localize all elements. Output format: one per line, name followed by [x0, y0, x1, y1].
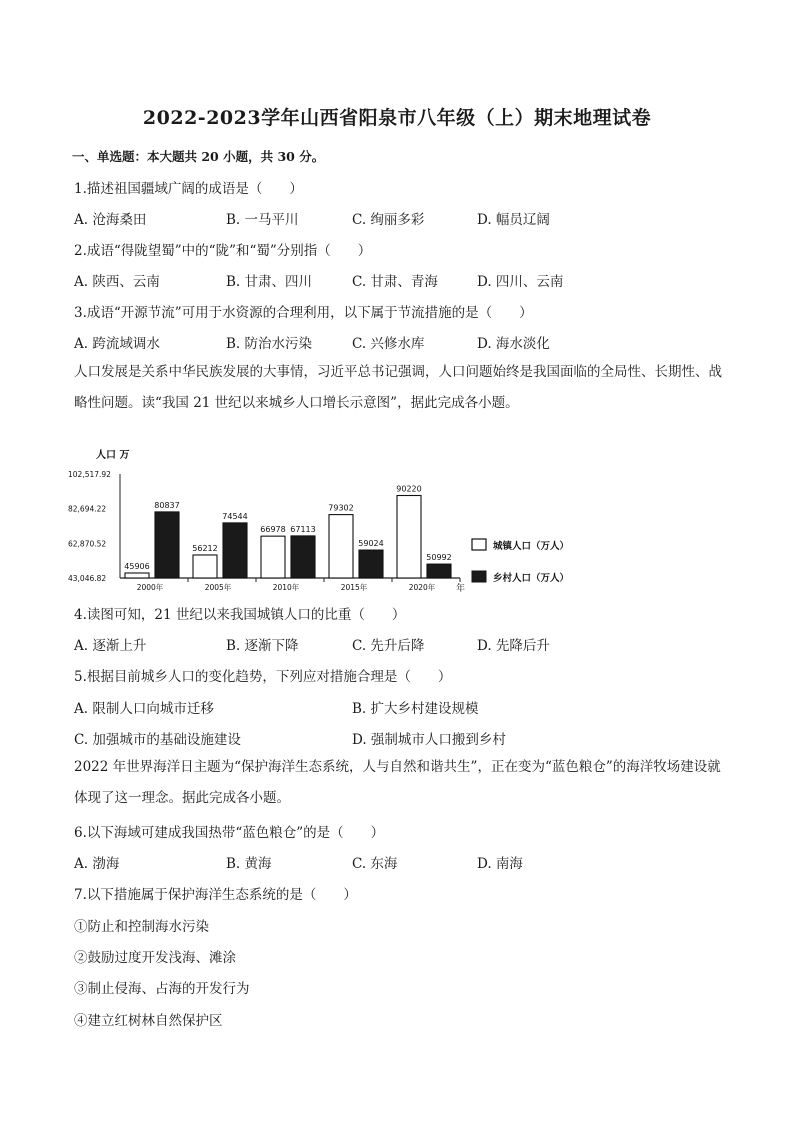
bar-urban	[397, 496, 421, 578]
bar-value-label: 90220	[396, 484, 422, 494]
x-tick-label: 2020年	[408, 583, 436, 592]
q6-option-c[interactable]: C. 东海	[352, 856, 398, 872]
q6-option-d[interactable]: D. 南海	[477, 856, 523, 872]
question-4-stem: 4.读图可知，21 世纪以来我国城镇人口的比重（ ）	[74, 607, 406, 623]
bar-urban	[125, 573, 149, 578]
bar-value-label: 50992	[426, 553, 452, 563]
q2-option-a[interactable]: A. 陕西、云南	[74, 274, 160, 290]
q2-option-d[interactable]: D. 四川、云南	[477, 274, 564, 290]
bar-rural	[291, 536, 315, 578]
question-5-stem: 5.根据目前城乡人口的变化趋势，下列应对措施合理是（ ）	[74, 669, 452, 685]
bar-urban	[193, 555, 217, 578]
page-title: 2022-2023学年山西省阳泉市八年级（上）期末地理试卷	[142, 107, 652, 129]
q1-option-a[interactable]: A. 沧海桑田	[74, 212, 147, 228]
bar-value-label: 74544	[222, 511, 248, 521]
question-7-stem: 7.以下措施属于保护海洋生态系统的是（ ）	[74, 887, 357, 903]
q4-option-a[interactable]: A. 逐渐上升	[74, 638, 147, 654]
bar-urban	[329, 515, 353, 578]
q7-item-1: ①防止和控制海水污染	[74, 919, 209, 935]
x-tick-label: 2000年	[136, 583, 164, 592]
q7-item-2: ②鼓励过度开发浅海、滩涂	[74, 950, 236, 966]
q6-option-a[interactable]: A. 渤海	[74, 856, 120, 872]
bar-rural	[427, 564, 451, 578]
q1-option-b[interactable]: B. 一马平川	[226, 212, 299, 228]
q2-option-b[interactable]: B. 甘肃、四川	[226, 274, 313, 290]
y-tick-label: 102,517.92	[68, 470, 111, 479]
bar-value-label: 59024	[358, 539, 384, 549]
bar-value-label: 79302	[328, 503, 354, 513]
question-6-stem: 6.以下海域可建成我国热带“蓝色粮仓”的是（ ）	[74, 825, 385, 841]
chart-xlabel: 年	[456, 584, 466, 594]
bar-rural	[223, 523, 247, 578]
passage-population: 人口发展是关系中华民族发展的大事情，习近平总书记强调，人口问题始终是我国面临的全局性、长期性、战略性问题。读“我国 21 世纪以来城乡人口增长示意图”，据此完成各小题。	[74, 364, 722, 411]
legend-swatch-rural	[472, 571, 486, 582]
q4-option-b[interactable]: B. 逐渐下降	[226, 638, 299, 654]
bar-value-label: 45906	[124, 562, 150, 571]
question-2-stem: 2.成语“得陇望蜀”中的“陇”和“蜀”分别指（ ）	[74, 243, 372, 259]
y-tick-label: 62,870.52	[68, 539, 107, 549]
y-tick-label: 82,694.22	[68, 504, 107, 514]
bar-rural	[359, 550, 383, 578]
bar-rural	[155, 512, 179, 578]
q3-option-a[interactable]: A. 跨流域调水	[74, 336, 160, 352]
q3-option-d[interactable]: D. 海水淡化	[477, 336, 550, 352]
bar-value-label: 56212	[192, 543, 218, 553]
q1-option-c[interactable]: C. 绚丽多彩	[352, 212, 425, 228]
bar-value-label: 66978	[260, 525, 286, 535]
x-tick-label: 2015年	[340, 583, 368, 592]
bar-value-label: 67113	[290, 524, 316, 534]
q6-option-b[interactable]: B. 黄海	[226, 856, 272, 872]
legend-swatch-urban	[472, 539, 486, 550]
section-heading: 一、单选题：本大题共 20 小题，共 30 分。	[72, 149, 325, 164]
q5-option-b[interactable]: B. 扩大乡村建设规模	[352, 701, 479, 717]
population-bar-chart	[68, 444, 588, 596]
q3-option-c[interactable]: C. 兴修水库	[352, 336, 425, 352]
q3-option-b[interactable]: B. 防治水污染	[226, 336, 313, 352]
q5-option-d[interactable]: D. 强制城市人口搬到乡村	[352, 732, 506, 748]
q7-item-3: ③制止侵海、占海的开发行为	[74, 981, 250, 997]
q1-option-d[interactable]: D. 幅员辽阔	[477, 212, 550, 228]
x-tick-label: 2005年	[204, 583, 232, 592]
chart-ylabel: 人口 万	[96, 450, 130, 461]
q5-option-a[interactable]: A. 限制人口向城市迁移	[74, 701, 214, 717]
passage-ocean: 2022 年世界海洋日主题为“保护海洋生态系统，人与自然和谐共生”，正在变为“蓝色粮仓”的海洋牧场建设就体现了这一理念。据此完成各小题。	[74, 759, 721, 806]
bar-value-label: 80837	[154, 500, 180, 510]
q4-option-d[interactable]: D. 先降后升	[477, 638, 550, 654]
bar-urban	[261, 536, 285, 578]
question-1-stem: 1.描述祖国疆域广阔的成语是（ ）	[74, 181, 303, 197]
legend-label-urban: 城镇人口（万人）	[493, 541, 570, 552]
q4-option-c[interactable]: C. 先升后降	[352, 638, 425, 654]
x-tick-label: 2010年	[272, 583, 300, 592]
legend-label-rural: 乡村人口（万人）	[493, 573, 570, 584]
q5-option-c[interactable]: C. 加强城市的基础设施建设	[74, 732, 241, 748]
q7-item-4: ④建立红树林自然保护区	[74, 1013, 223, 1029]
question-3-stem: 3.成语“开源节流”可用于水资源的合理利用，以下属于节流措施的是（ ）	[74, 305, 533, 321]
y-tick-label: 43,046.82	[68, 574, 107, 583]
q2-option-c[interactable]: C. 甘肃、青海	[352, 274, 438, 290]
